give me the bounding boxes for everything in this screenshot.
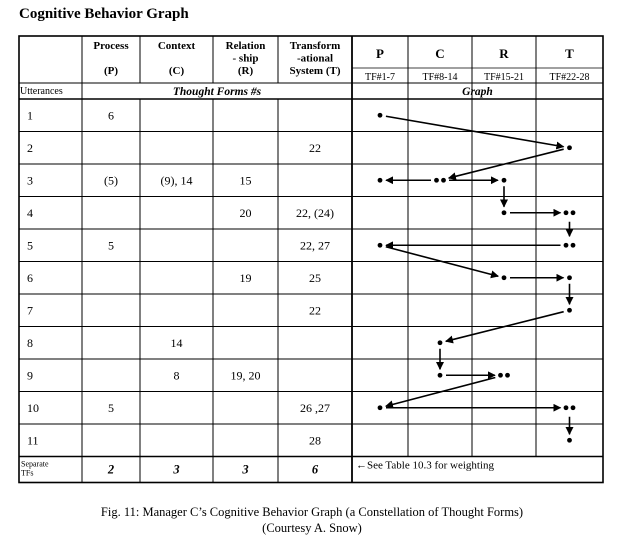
- thought-form-cell: (9), 14: [160, 173, 193, 188]
- thought-form-cell: 22, 27: [300, 238, 330, 253]
- graph-dot: [438, 340, 443, 345]
- utterance-number: 8: [27, 335, 33, 350]
- thought-form-cell: 22: [309, 140, 321, 155]
- graph-dot: [378, 178, 383, 183]
- graph-dot: [571, 405, 576, 410]
- thought-form-cell: 19: [239, 270, 252, 285]
- graph-column-letter: T: [565, 46, 574, 61]
- thought-form-cell: 5: [108, 238, 114, 253]
- table-border: [19, 36, 603, 483]
- graph-dot: [434, 178, 439, 183]
- graph-dot: [438, 373, 443, 378]
- utterance-number: 6: [27, 270, 33, 285]
- footer-label: Separate: [21, 459, 49, 469]
- column-header-text: System (T): [289, 65, 341, 77]
- graph-dot: [378, 113, 383, 118]
- thought-form-cell: 6: [108, 108, 114, 123]
- thought-form-cell: 5: [108, 400, 114, 415]
- column-header-text: - ship: [232, 52, 259, 65]
- graph-column-range: TF#22-28: [549, 72, 590, 83]
- graph-dot: [564, 210, 569, 215]
- utterance-number: 5: [27, 238, 33, 253]
- weighting-note: ←See Table 10.3 for weighting: [356, 459, 495, 472]
- graph-dot: [567, 308, 572, 313]
- separate-tf-count: 3: [242, 462, 249, 477]
- thought-form-cell: 15: [239, 173, 252, 188]
- figure-caption-credit: (Courtesy A. Snow): [262, 521, 362, 535]
- page-title: Cognitive Behavior Graph: [19, 6, 189, 22]
- graph-column-range: TF#15-21: [484, 72, 524, 83]
- thought-form-cell: 22: [309, 303, 321, 318]
- thought-form-cell: 28: [309, 433, 321, 448]
- column-header-text: (C): [168, 65, 185, 77]
- thought-forms-label: Thought Forms #s: [172, 86, 262, 98]
- graph-column-range: TF#8-14: [422, 72, 458, 83]
- thought-form-cell: (5): [104, 173, 118, 188]
- thought-form-cell: 19, 20: [230, 368, 261, 383]
- separate-tf-count: 3: [173, 462, 180, 477]
- utterance-number: 4: [27, 205, 33, 220]
- graph-dot: [505, 373, 510, 378]
- graph-dot: [502, 275, 507, 280]
- utterance-number: 7: [27, 303, 33, 318]
- graph-dot: [502, 210, 507, 215]
- column-header-text: (R): [237, 65, 254, 77]
- figure-caption: Fig. 11: Manager C’s Cognitive Behavior Graph (a Constellation of Thought Forms): [100, 505, 524, 519]
- graph-dot: [567, 275, 572, 280]
- graph-area: [378, 113, 576, 443]
- graph-dot: [441, 178, 446, 183]
- table-grid: [19, 36, 603, 483]
- graph-column-letter: C: [435, 46, 445, 61]
- utterance-number: 10: [27, 400, 39, 415]
- separate-tf-count: 2: [107, 462, 115, 477]
- footer-label: TFs: [21, 468, 34, 478]
- column-header-text: -ational: [296, 52, 334, 65]
- table-text: [20, 40, 590, 478]
- thought-form-cell: 20: [239, 205, 252, 220]
- graph-dot: [571, 210, 576, 215]
- thought-form-cell: 8: [173, 368, 180, 383]
- graph-column-letter: P: [376, 46, 384, 61]
- utterance-number: 9: [27, 368, 33, 383]
- separate-tf-count: 6: [311, 462, 319, 477]
- graph-dot: [502, 178, 507, 183]
- graph-dot: [564, 243, 569, 248]
- graph-dot: [378, 405, 383, 410]
- column-header-text: Process: [93, 40, 129, 52]
- thought-form-cell: 22, (24): [296, 205, 334, 220]
- graph-dot: [498, 373, 503, 378]
- utterance-number: 2: [27, 140, 33, 155]
- column-header-text: (P): [103, 65, 119, 77]
- utterance-number: 3: [27, 173, 33, 188]
- graph-dot: [378, 243, 383, 248]
- graph-column-range: TF#1-7: [365, 72, 395, 83]
- graph-column-letter: R: [499, 46, 509, 61]
- column-header-text: Context: [157, 40, 196, 52]
- graph-dot: [567, 145, 572, 150]
- graph-dot: [567, 438, 572, 443]
- column-header-text: Transform: [289, 40, 341, 52]
- utterances-label: Utterances: [20, 86, 63, 97]
- thought-form-cell: 14: [170, 335, 183, 350]
- thought-form-cell: 26 ,27: [300, 400, 330, 415]
- graph-dot: [571, 243, 576, 248]
- column-header-text: Relation: [225, 40, 266, 52]
- graph-dot: [564, 405, 569, 410]
- utterance-number: 11: [27, 433, 39, 448]
- graph-label: Graph: [462, 86, 493, 98]
- utterance-number: 1: [27, 108, 33, 123]
- thought-form-cell: 25: [309, 270, 321, 285]
